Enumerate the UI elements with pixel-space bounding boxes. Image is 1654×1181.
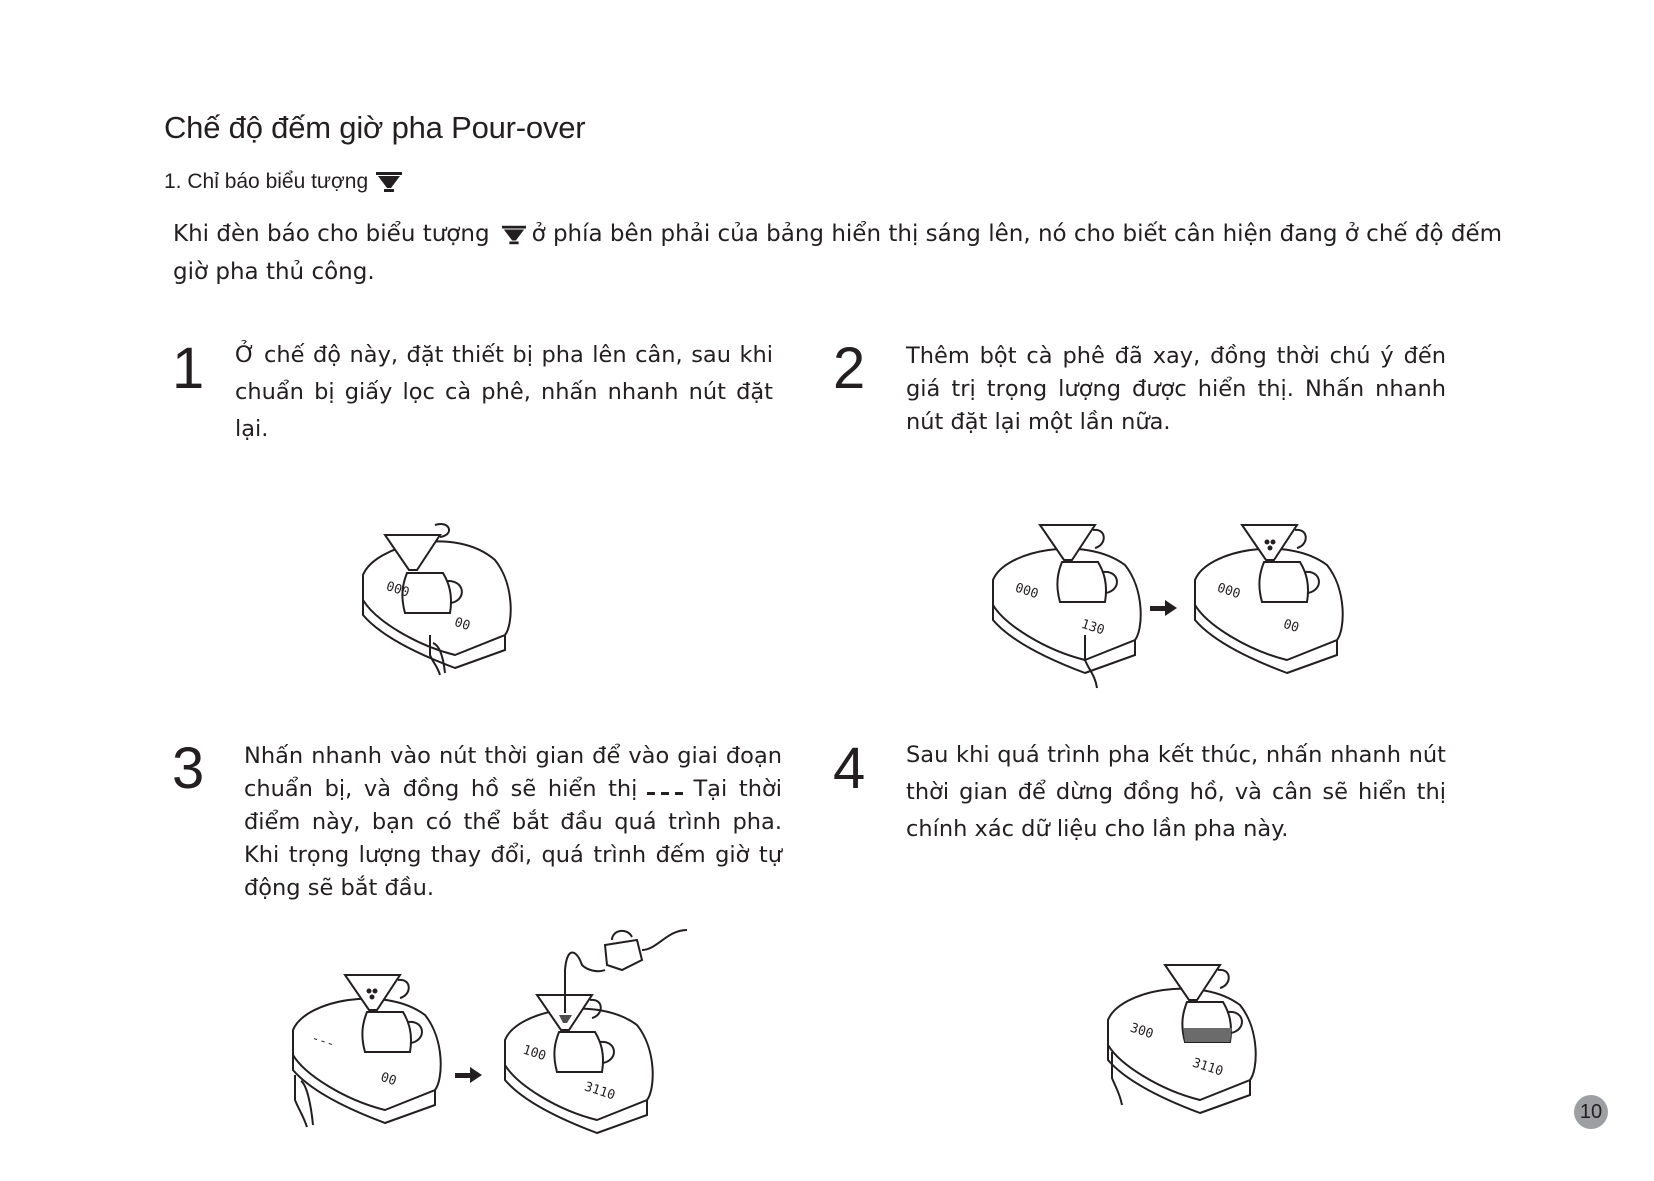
step-3-text-after: Tại thời điểm này, bạn có thể bắt đầu quá trình pha. Khi trọng lượng thay đổi, quá trình đếm giờ tự động sẽ bắt đầu.	[244, 776, 782, 901]
step-2-illustration	[985, 520, 1345, 700]
dripper-icon	[502, 225, 526, 245]
step-3-number: 3	[172, 736, 205, 801]
step-3-illustration	[285, 905, 725, 1145]
step-4-text: Sau khi quá trình pha kết thúc, nhấn nhanh nút thời gian để dừng đồng hồ, và cân sẽ hiển thị chính xác dữ liệu cho lần pha này.	[906, 742, 1446, 842]
step-2-text: Thêm bột cà phê đã xay, đồng thời chú ý đến giá trị trọng lượng được hiển thị. Nhấn nhanh nút đặt lại một lần nữa.	[906, 343, 1446, 435]
arrow-right-icon	[455, 1067, 482, 1083]
step-1-text: Ở chế độ này, đặt thiết bị pha lên cân, sau khi chuẩn bị giấy lọc cà phê, nhấn nhanh nút đặt lại.	[235, 342, 773, 442]
section-heading-label: 1. Chỉ báo biểu tượng	[164, 170, 369, 193]
step-2b-weight-readout: 000	[1215, 580, 1243, 603]
step-3b-weight-readout: 100	[520, 1042, 548, 1065]
step-3a-time-readout: 00	[378, 1070, 399, 1090]
intro-text-before: Khi đèn báo cho biểu tượng	[173, 221, 490, 247]
step-4-time-readout: 3110	[1190, 1055, 1225, 1080]
step-2-number: 2	[833, 336, 866, 401]
step-2a-weight-readout: 000	[1013, 580, 1041, 603]
intro-paragraph	[173, 215, 1523, 291]
dash-display-icon	[647, 789, 683, 799]
step-2b-time-readout: 00	[1281, 616, 1301, 636]
step-3-text	[244, 740, 782, 905]
step-1-time-readout: 00	[452, 614, 472, 635]
step-3a-weight-readout: ---	[309, 1030, 337, 1053]
section-heading	[164, 170, 402, 194]
arrow-right-icon	[1150, 600, 1177, 616]
step-3-text-before: Nhấn nhanh vào nút thời gian để vào giai đoạn chuẩn bị, và đồng hồ sẽ hiển thị	[244, 743, 782, 802]
step-4-illustration	[1100, 960, 1270, 1140]
step-4-number: 4	[833, 736, 866, 801]
page-title: Chế độ đếm giờ pha Pour-over	[164, 110, 586, 145]
step-1-weight-readout: 000	[384, 579, 412, 601]
page-number: 10	[1574, 1095, 1608, 1129]
dripper-icon	[376, 172, 402, 192]
step-4-weight-readout: 300	[1128, 1020, 1156, 1043]
step-1-illustration	[355, 505, 525, 685]
step-2a-time-readout: 130	[1079, 616, 1107, 639]
step-3b-time-readout: 3110	[582, 1079, 617, 1104]
intro-text-after: ở phía bên phải của bảng hiển thị sáng lên, nó cho biết cân hiện đang ở chế độ đếm giờ pha thủ công.	[173, 221, 1502, 285]
step-1-number: 1	[172, 336, 205, 401]
